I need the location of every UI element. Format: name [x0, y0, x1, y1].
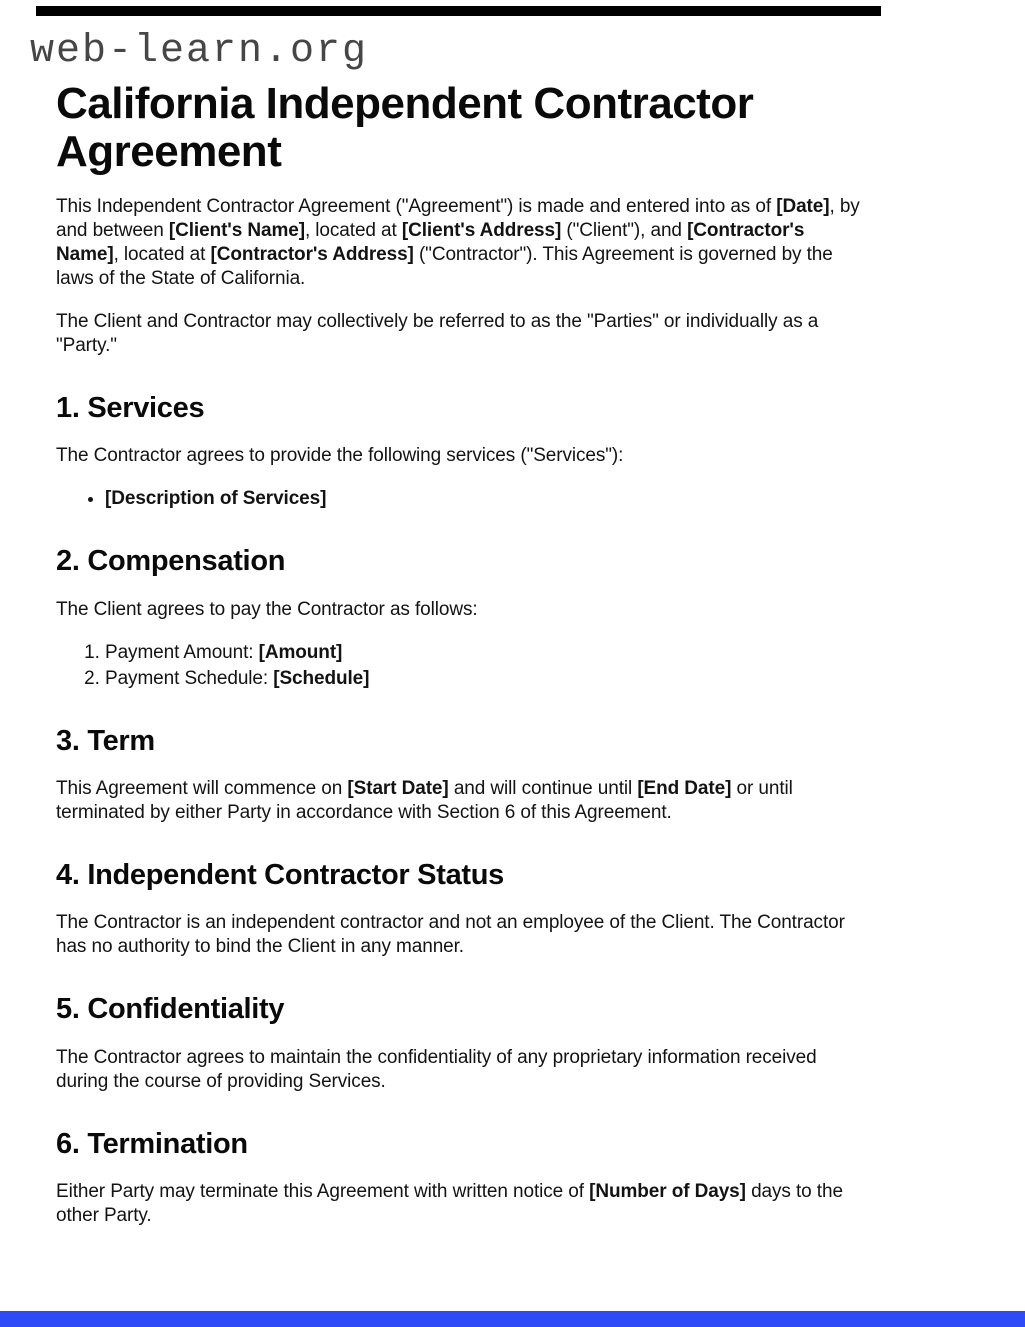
top-bar: [36, 6, 881, 16]
services-intro-paragraph: The Contractor agrees to provide the following services ("Services"):: [56, 445, 624, 467]
section-heading-termination: 6. Termination: [56, 1127, 248, 1160]
section-heading-services: 1. Services: [56, 391, 205, 424]
site-logo: web-learn.org: [30, 29, 369, 74]
compensation-list: [56, 641, 868, 691]
section-heading-term: 3. Term: [56, 724, 155, 757]
section-heading-contractor-status: 4. Independent Contractor Status: [56, 858, 504, 891]
page-title: California Independent Contractor Agreement: [56, 79, 754, 176]
section-heading-confidentiality: 5. Confidentiality: [56, 993, 285, 1026]
confidentiality-paragraph: The Contractor agrees to maintain the confidentiality of any proprietary information received during the course of providing Services.: [56, 1046, 817, 1092]
compensation-intro-paragraph: The Client agrees to pay the Contractor as follows:: [56, 598, 478, 620]
list-item: 1. Payment Amount: [Amount]: [105, 641, 868, 665]
section-heading-compensation: 2. Compensation: [56, 545, 286, 578]
bottom-accent-bar: [0, 1311, 1025, 1327]
termination-paragraph: Either Party may terminate this Agreement with written notice of [Number of Days] days to the other Party.: [56, 1180, 843, 1226]
contractor-status-paragraph: The Contractor is an independent contractor and not an employee of the Client. The Contractor has no authority to bind the Client in any manner.: [56, 912, 845, 958]
services-list: [56, 487, 868, 511]
intro-paragraph: This Independent Contractor Agreement ("Agreement") is made and entered into as of [Date], by and between [Client's Name], located at [Client's Address] ("Client"), and [Contractor's Name], located at [Contractor's Address] ("Contractor"). This Agreement is governed by the laws of the State of California.: [56, 195, 860, 289]
term-paragraph: This Agreement will commence on [Start Date] and will continue until [End Date] or until terminated by either Party in accordance with Section 6 of this Agreement.: [56, 777, 793, 823]
document-body: [56, 195, 868, 1228]
parties-paragraph: The Client and Contractor may collectively be referred to as the "Parties" or individually as a "Party.": [56, 310, 819, 356]
list-item: • [Description of Services]: [105, 487, 868, 511]
list-item: 2. Payment Schedule: [Schedule]: [105, 667, 868, 691]
